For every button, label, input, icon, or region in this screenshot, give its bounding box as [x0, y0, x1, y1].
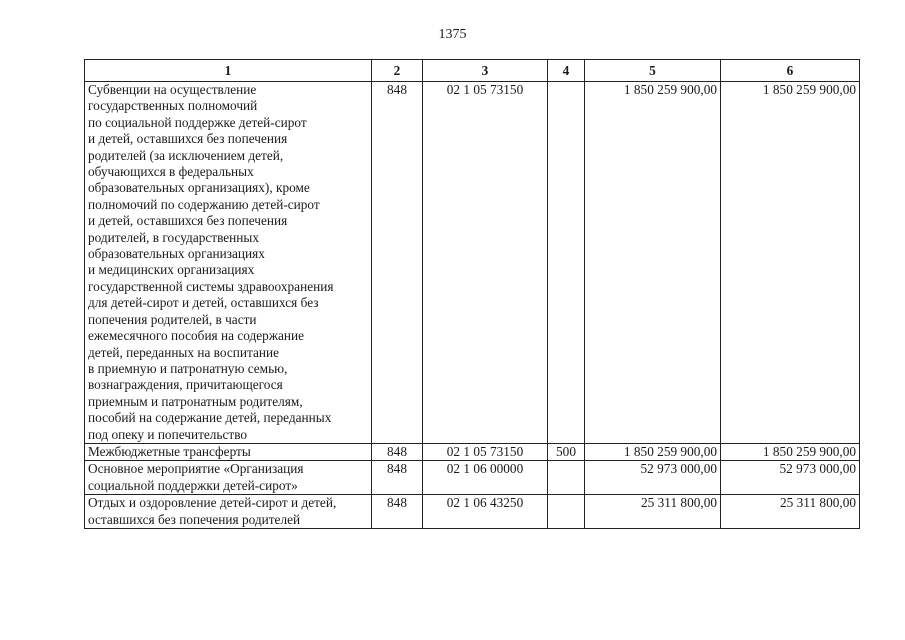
row-description: Основное мероприятие «Организация социальной поддержки детей-сирот»	[85, 461, 372, 495]
table-row	[85, 495, 860, 529]
table-header-row	[85, 60, 860, 82]
column-header: 1	[85, 60, 372, 82]
row-target: 02 1 05 73150	[423, 82, 548, 444]
row-sum-1: 1 850 259 900,00	[585, 443, 721, 460]
row-description: Межбюджетные трансферты	[85, 443, 372, 460]
table-row	[85, 461, 860, 495]
row-kind	[548, 495, 585, 529]
row-code: 848	[372, 461, 423, 495]
row-kind	[548, 461, 585, 495]
row-description: Субвенции на осуществление государственных полномочий по социальной поддержке детей-сирот и детей, оставшихся без попечения родителей (за исключением детей, обучающихся в федеральных образовательных организациях), кроме полномочий по содержанию детей-сирот и детей, оставшихся без попечения родителей, в государственных образовательных организациях и медицинских организациях государственной системы здравоохранения для детей-сирот и детей, оставшихся без попечения родителей, в части ежемесячного пособия на содержание детей, переданных на воспитание в приемную и патронатную семью, вознаграждения, причитающегося приемным и патронатным родителям, пособий на содержание детей, переданных под опеку и попечительство	[85, 82, 372, 444]
budget-table	[84, 59, 860, 529]
row-target: 02 1 06 43250	[423, 495, 548, 529]
row-sum-1: 25 311 800,00	[585, 495, 721, 529]
row-code: 848	[372, 443, 423, 460]
row-code: 848	[372, 495, 423, 529]
column-header: 3	[423, 60, 548, 82]
row-sum-2: 52 973 000,00	[721, 461, 860, 495]
row-sum-1: 52 973 000,00	[585, 461, 721, 495]
row-kind	[548, 82, 585, 444]
column-header: 6	[721, 60, 860, 82]
row-sum-2: 1 850 259 900,00	[721, 82, 860, 444]
table-row	[85, 82, 860, 444]
row-sum-2: 1 850 259 900,00	[721, 443, 860, 460]
row-code: 848	[372, 82, 423, 444]
column-header: 5	[585, 60, 721, 82]
table-row	[85, 443, 860, 460]
row-kind: 500	[548, 443, 585, 460]
row-target: 02 1 05 73150	[423, 443, 548, 460]
page-number: 1375	[438, 27, 467, 42]
column-header: 2	[372, 60, 423, 82]
row-description: Отдых и оздоровление детей-сирот и детей, оставшихся без попечения родителей	[85, 495, 372, 529]
row-target: 02 1 06 00000	[423, 461, 548, 495]
column-header: 4	[548, 60, 585, 82]
row-sum-1: 1 850 259 900,00	[585, 82, 721, 444]
row-sum-2: 25 311 800,00	[721, 495, 860, 529]
